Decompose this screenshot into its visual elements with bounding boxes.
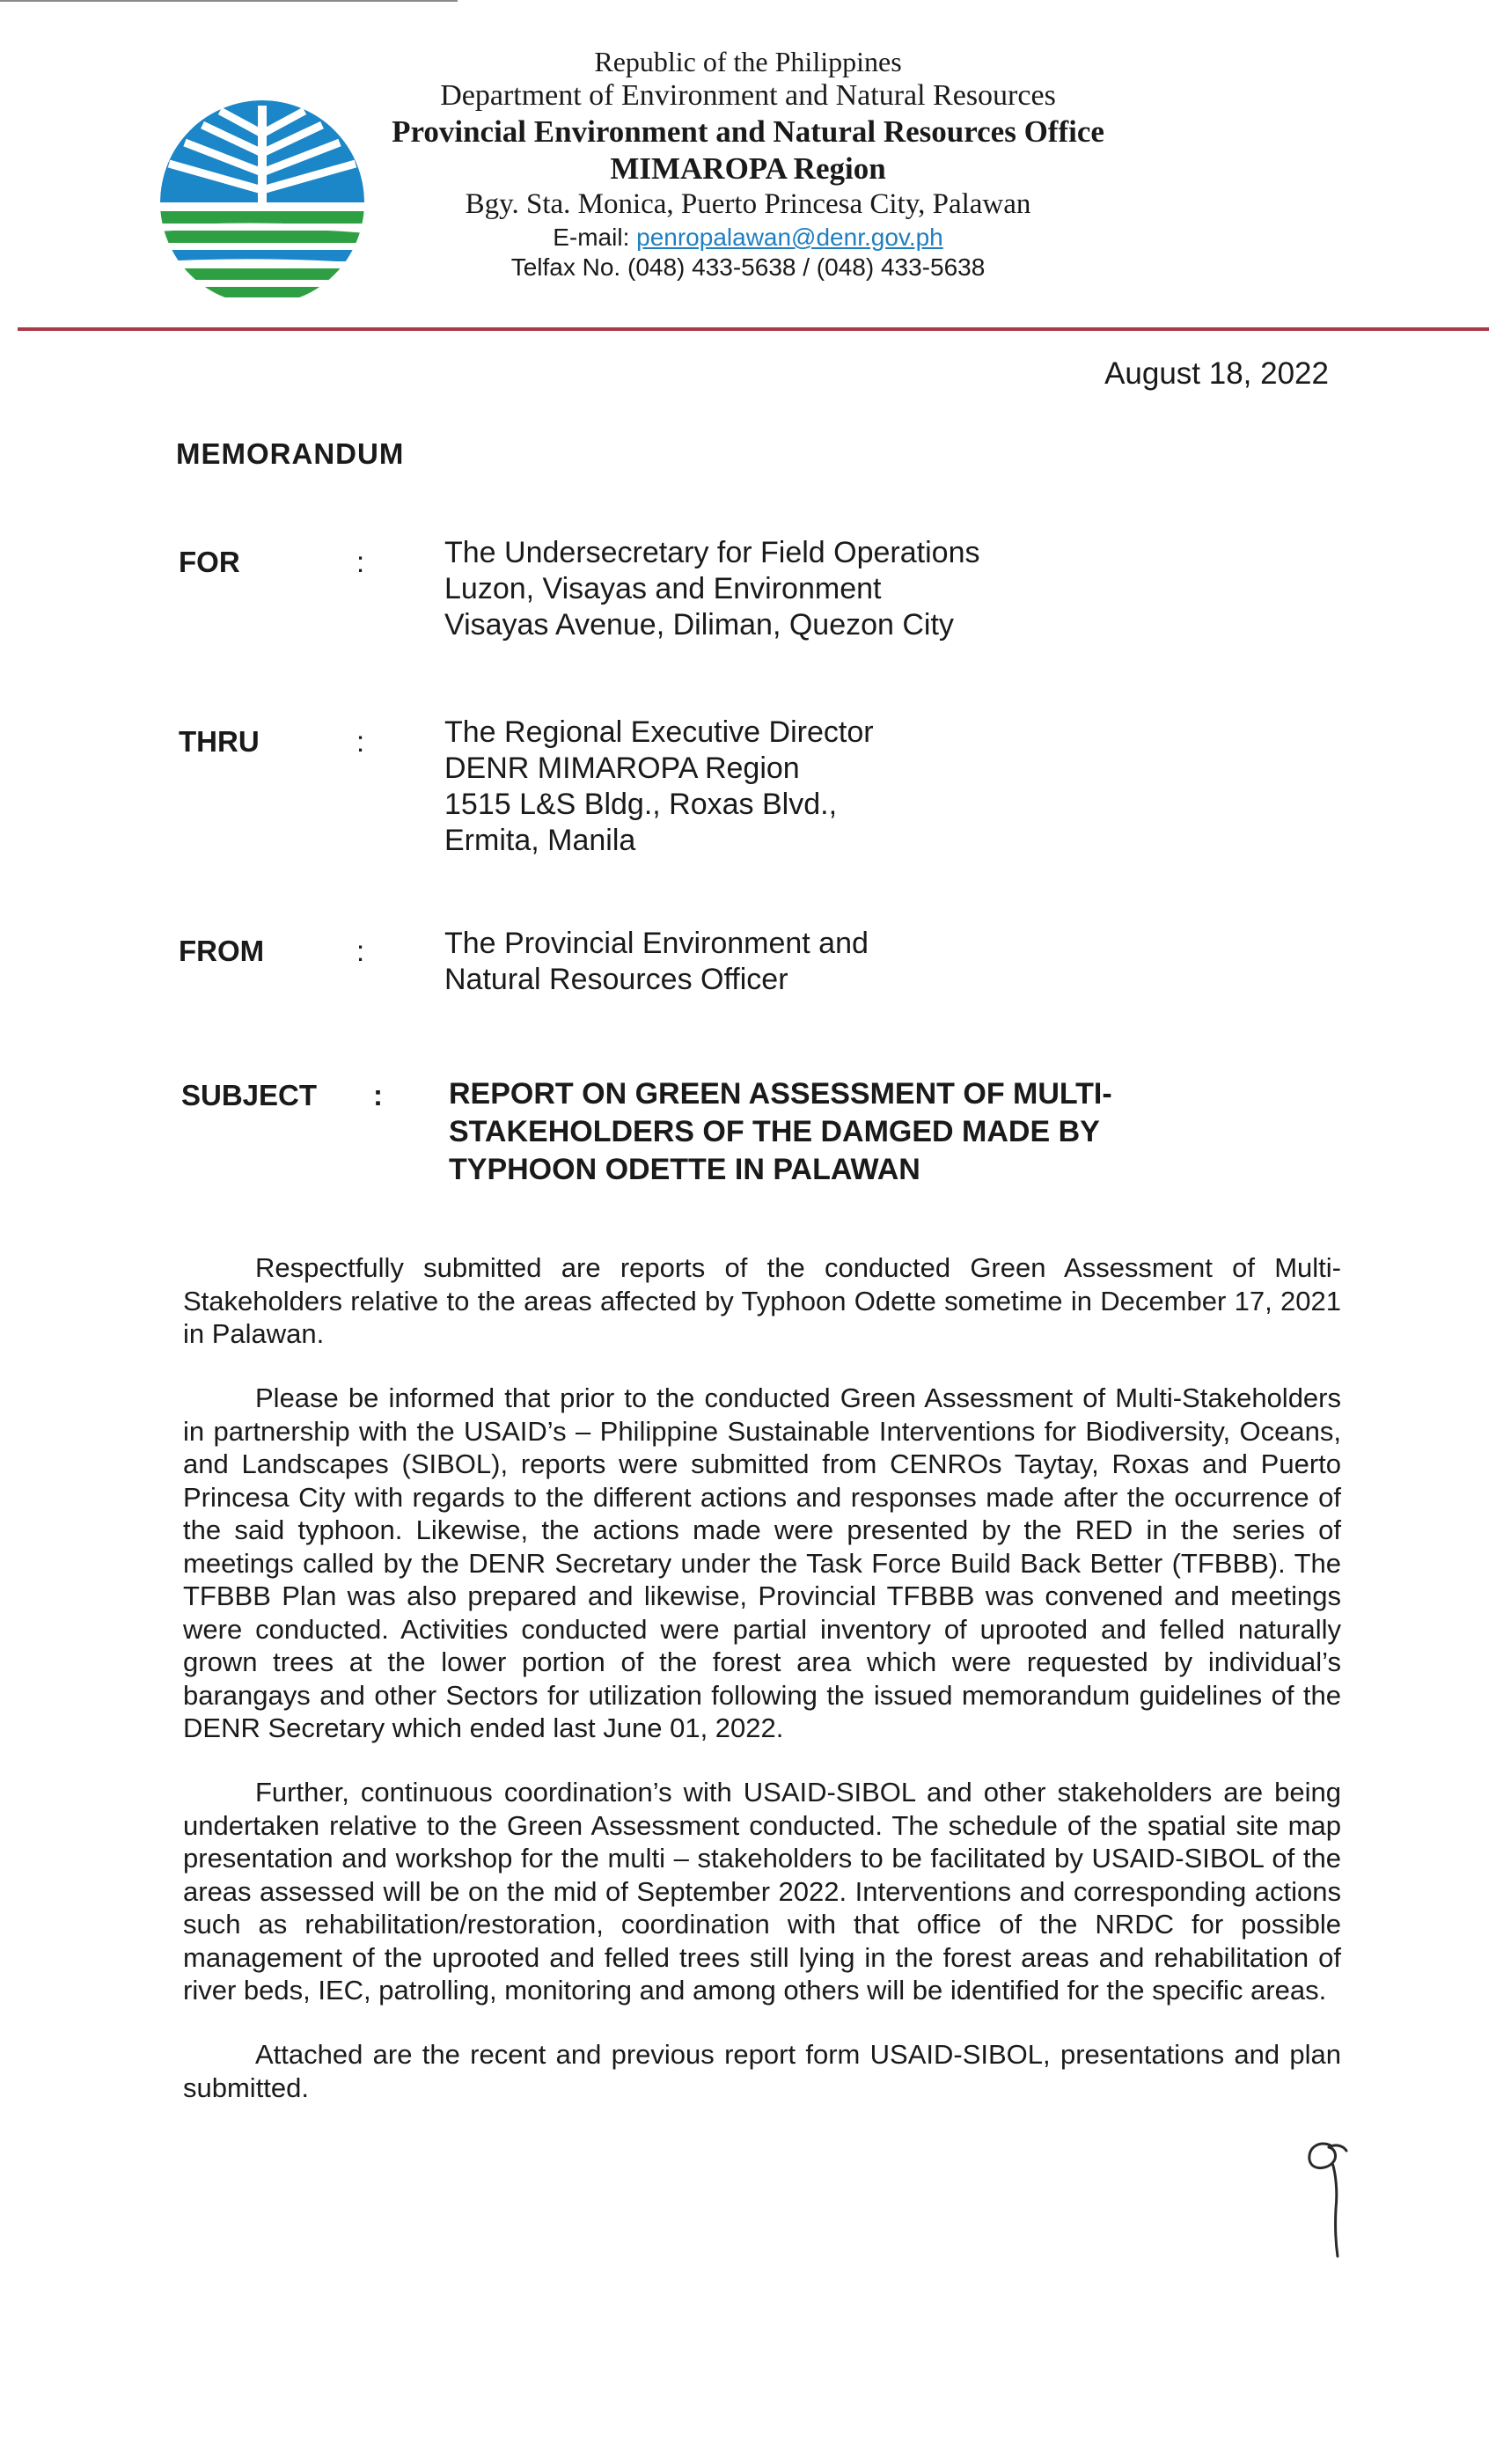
- header-divider: [18, 327, 1489, 331]
- thru-line: The Regional Executive Director: [444, 715, 874, 749]
- for-line: The Undersecretary for Field Operations: [444, 536, 980, 569]
- handwritten-initial-signature: [1285, 2130, 1364, 2262]
- from-sender: [444, 926, 869, 998]
- for-recipient: [444, 535, 979, 643]
- letterhead-department: Department of Environment and Natural Resources: [440, 79, 1056, 112]
- body-paragraph-1: Respectfully submitted are reports of the conducted Green Assessment of Multi-Stakeholders relative to the areas affected by Typhoon Odette sometime in December 17, 2021 in Palawan.: [183, 1252, 1341, 1349]
- email-link[interactable]: penropalawan@denr.gov.ph: [636, 224, 943, 251]
- for-line: Visayas Avenue, Diliman, Quezon City: [444, 608, 954, 642]
- from-line: The Provincial Environment and: [444, 927, 869, 960]
- thru-line: DENR MIMAROPA Region: [444, 752, 800, 785]
- letterhead-telfax: Telfax No. (048) 433-5638 / (048) 433-5638: [510, 253, 986, 281]
- for-line: Luzon, Visayas and Environment: [444, 572, 882, 605]
- body-paragraph-3: Further, continuous coordination’s with USAID-SIBOL and other stakeholders are being undertaken relative to the Green Assessment conducted. The schedule of the spatial site map presentation and workshop for the multi – stakeholders to be facilitated by USAID-SIBOL of the areas assessed will be on the mid of September 2022. Interventions and corresponding actions such as rehabilitation/restoration, coordination with that office of the NRDC for possible management of the uprooted and felled trees still lying in the forest areas and rehabilitation of river beds, IEC, patrolling, monitoring and among others will be identified for the specific areas.: [183, 1777, 1341, 2006]
- subject-colon: :: [373, 1079, 383, 1111]
- letterhead-address: Bgy. Sta. Monica, Puerto Princesa City, Palawan: [465, 188, 1031, 220]
- letterhead-email-line: [264, 224, 1232, 252]
- body-paragraph-2: Please be informed that prior to the conducted Green Assessment of Multi-Stakeholders in partnership with the USAID’s – Philippine Sustainable Interventions for Biodiversity, Oceans, and Landscapes (SIBOL), reports were submitted from CENROs Taytay, Roxas and Puerto Princesa City with regards to the different actions and responses made after the occurrence of the said typhoon. Likewise, the actions made were presented by the RED in the series of meetings called by the DENR Secretary under the Task Force Build Back Better (TFBBB). The TFBBB Plan was also prepared and likewise, Provincial TFBBB was convened and meetings were conducted. Activities conducted were partial inventory of uprooted and felled naturally grown trees at the lower portion of the forest area which were requested by individual’s barangays and other Sectors for utilization following the issued memorandum guidelines of the DENR Secretary which ended last June 01, 2022.: [183, 1382, 1341, 1743]
- thru-label: THRU: [179, 725, 260, 758]
- letterhead-republic: Republic of the Philippines: [594, 46, 902, 77]
- from-colon: :: [356, 935, 365, 967]
- for-colon: :: [356, 546, 365, 578]
- thru-colon: :: [356, 725, 365, 758]
- thru-line: 1515 L&S Bldg., Roxas Blvd.,: [444, 788, 838, 821]
- subject-text: REPORT ON GREEN ASSESSMENT OF MULTI-STAKEHOLDERS OF THE DAMGED MADE BY TYPHOON ODETTE IN PALAWAN: [449, 1077, 1112, 1186]
- for-label: FOR: [179, 546, 240, 578]
- top-edge-rule: [0, 0, 458, 2]
- memo-date: August 18, 2022: [1104, 356, 1329, 391]
- subject-label: SUBJECT: [181, 1079, 318, 1111]
- from-label: FROM: [179, 935, 265, 967]
- letterhead-office: Provincial Environment and Natural Resources Office: [392, 114, 1104, 149]
- from-line: Natural Resources Officer: [444, 963, 788, 996]
- thru-recipient: [444, 715, 874, 859]
- thru-line: Ermita, Manila: [444, 824, 636, 857]
- memo-title: MEMORANDUM: [176, 437, 405, 470]
- email-label: E-mail:: [553, 224, 630, 251]
- body-paragraph-4: Attached are the recent and previous report form USAID-SIBOL, presentations and plan submitted.: [183, 2039, 1341, 2103]
- letterhead-region: MIMAROPA Region: [610, 151, 886, 186]
